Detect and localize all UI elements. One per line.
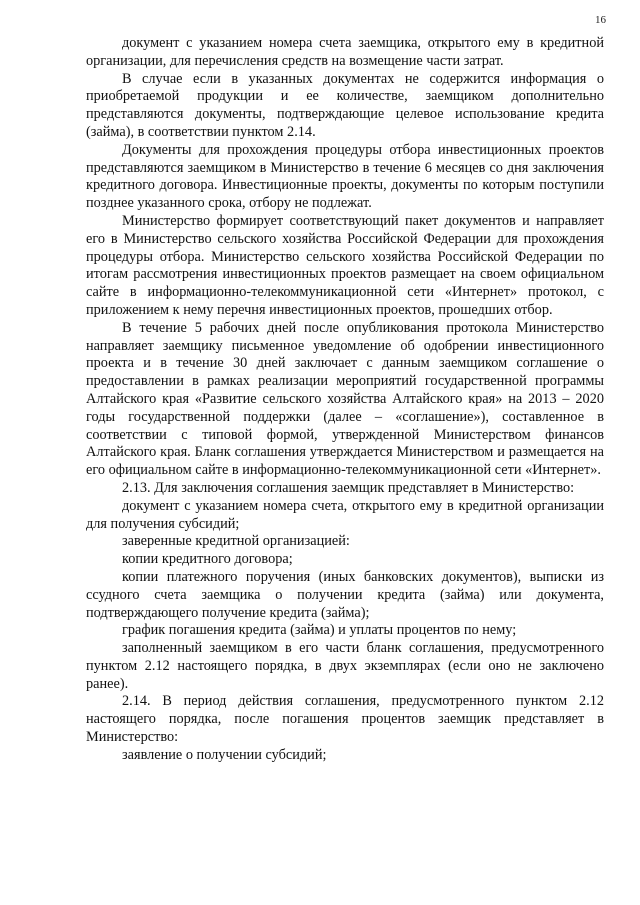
list-item: копии кредитного договора; [122,551,293,568]
paragraph: В течение 5 рабочих дней после опубликования протокола Министерство направляет заемщику письменное уведомление об одобрении инвестиционного проекта и в течение 30 дней заключает с данным заемщиком соглашение о предоставлении в рамках реализации мероприятий государственной программы Алтайского края «Развитие сельского хозяйства Алтайского края» на 2013 – 2020 годы государственной поддержки (далее – «соглашение»), составленное в соответствии с типовой формой, утвержденной Министерством финансов Алтайского края. Бланк соглашения утверждается Министерством и размещается на его официальном сайте в информационно-телекоммуникационной сети «Интернет». [86,319,604,479]
document-body [86,35,604,765]
list-item: заявление о получении субсидий; [122,746,327,763]
section-2-13-heading: 2.13. Для заключения соглашения заемщик представляет в Министерство: [122,479,575,496]
paragraph: Документы для прохождения процедуры отбора инвестиционных проектов представляются заемщиком в Министерство в течение 6 месяцев со дня заключения кредитного договора. Инвестиционные проекты, документы по которым поступили позднее указанного срока, отбору не подлежат. [86,141,604,212]
section-2-14-heading: 2.14. В период действия соглашения, предусмотренного пунктом 2.12 настоящего порядка, после погашения процентов заемщик представляет в Министерство: [86,693,604,746]
paragraph: В случае если в указанных документах не содержится информация о приобретаемой продукции и ее количестве, заемщиком дополнительно представляются документы, подтверждающие целевое использование кредита (займа), в соответствии пунктом 2.14. [86,70,604,140]
list-item: заверенные кредитной организацией: [122,533,350,550]
page-number: 16 [595,14,606,26]
paragraph: Министерство формирует соответствующий пакет документов и направляет его в Министерство сельского хозяйства Российской Федерации для прохождения процедуры отбора. Министерство сельского хозяйства Российской Федерации по итогам рассмотрения инвестиционных проектов размещает на своем официальном сайте в информационно-телекоммуникационной сети «Интернет» протокол, с приложением к нему перечня инвестиционных проектов, прошедших отбор. [86,212,604,318]
list-item: документ с указанием номера счета, открытого ему в кредитной организации для получения субсидий; [86,497,604,532]
list-item: копии платежного поручения (иных банковских документов), выписки из ссудного счета заемщика о получении кредита (займа) или документа, подтверждающего получение кредита (займа); [86,568,604,621]
list-item: график погашения кредита (займа) и уплаты процентов по нему; [122,622,517,639]
paragraph: документ с указанием номера счета заемщика, открытого ему в кредитной организации, для перечисления средств на возмещение части затрат. [86,35,604,69]
list-item: заполненный заемщиком в его части бланк соглашения, предусмотренного пунктом 2.12 настоящего порядка, в двух экземплярах (если оно не заключено ранее). [86,640,604,692]
